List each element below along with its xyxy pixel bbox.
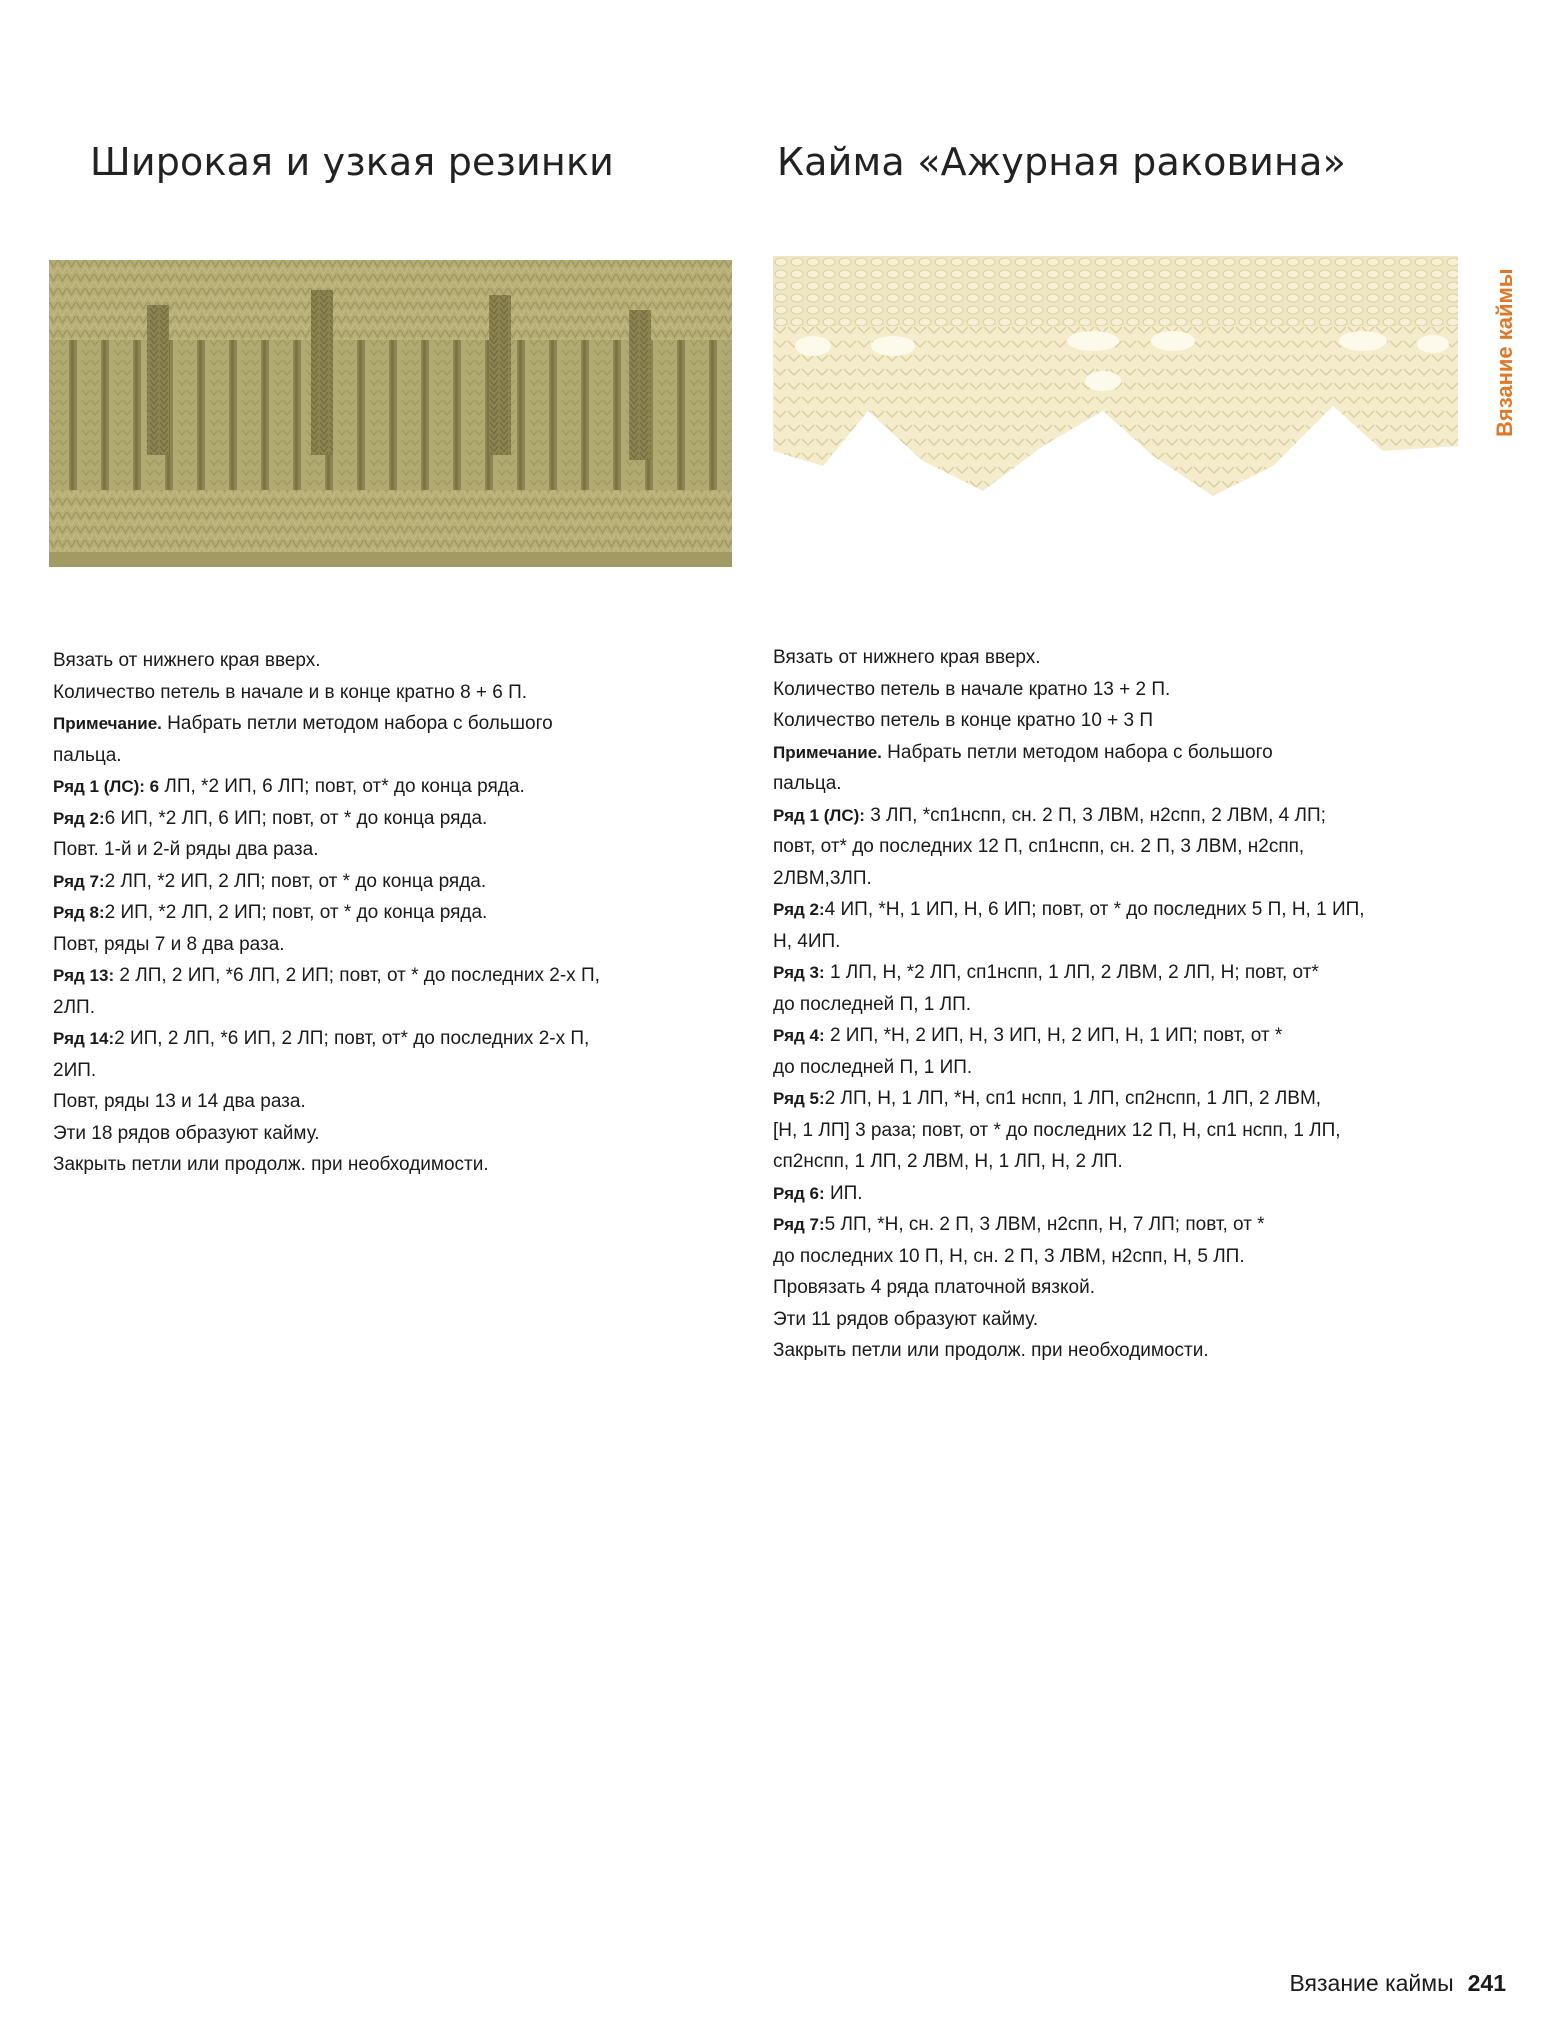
instruction-line: Ряд 3: 1 ЛП, Н, *2 ЛП, сп1нспп, 1 ЛП, 2 ЛВМ, 2 ЛП, Н; повт, от* [773,962,1319,983]
instruction-line: Повт, ряды 7 и 8 два раза. [53,933,285,955]
instruction-line: пальца. [773,773,842,794]
footer-section-name: Вязание каймы [1289,1970,1454,1996]
instruction-line: Ряд 1 (ЛС): 3 ЛП, *сп1нспп, сн. 2 П, 3 ЛВМ, н2спп, 2 ЛВМ, 4 ЛП; [773,804,1326,826]
section-side-tab: Вязание каймы [1492,268,1517,437]
instruction-line: Ряд 5:2 ЛП, Н, 1 ЛП, *Н, сп1 нспп, 1 ЛП, сп2нспп, 1 ЛП, 2 ЛВМ, [773,1088,1322,1109]
instruction-line: [Н, 1 ЛП] 3 раза; повт, от * до последних 12 П, Н, сп1 нспп, 1 ЛП, [773,1119,1341,1141]
instruction-line: Закрыть петли или продолж. при необходимости. [773,1340,1209,1361]
instruction-line: Количество петель в конце кратно 10 + 3 П [773,710,1154,731]
instruction-line: Ряд 8:2 ИП, *2 ЛП, 2 ИП; повт, от * до конца ряда. [53,902,488,923]
instruction-line: Повт, ряды 13 и 14 два раза. [53,1091,306,1112]
instruction-line: Вязать от нижнего края вверх. [773,647,1041,668]
instruction-line: Ряд 1 (ЛС): 6 ЛП, *2 ИП, 6 ЛП; повт, от* до конца ряда. [53,776,525,797]
instruction-line: до последней П, 1 ЛП. [773,993,972,1015]
left-pattern-instructions [53,645,693,1181]
instruction-line: Повт. 1-й и 2-й ряды два раза. [53,839,319,860]
instruction-line: Провязать 4 ряда платочной вязкой. [773,1277,1095,1298]
instruction-line: Н, 4ИП. [773,930,841,952]
instruction-line: Ряд 2:4 ИП, *Н, 1 ИП, Н, 6 ИП; повт, от * до последних 5 П, Н, 1 ИП, [773,899,1365,920]
page-footer [1289,1970,1506,1997]
instruction-line: Количество петель в начале и в конце кратно 8 + 6 П. [53,681,528,703]
instruction-line: Ряд 4: 2 ИП, *Н, 2 ИП, Н, 3 ИП, Н, 2 ИП, Н, 1 ИП; повт, от * [773,1025,1283,1046]
instruction-line: Количество петель в начале кратно 13 + 2 П. [773,678,1171,700]
instruction-line: 2ЛВМ,3ЛП. [773,867,872,889]
instruction-line: Ряд 6: ИП. [773,1182,863,1204]
instruction-line: Ряд 7:2 ЛП, *2 ИП, 2 ЛП; повт, от * до конца ряда. [53,870,487,892]
instruction-line: Ряд 2:6 ИП, *2 ЛП, 6 ИП; повт, от * до конца ряда. [53,807,488,829]
instruction-line: пальца. [53,744,122,766]
instruction-line: 2ЛП. [53,996,95,1018]
instruction-line: повт, от* до последних 12 П, сп1нспп, сн. 2 П, 3 ЛВМ, н2спп, [773,836,1305,857]
instruction-line: Закрыть петли или продолж. при необходимости. [53,1154,489,1175]
ribbing-swatch-photo [49,260,732,567]
instruction-line: Ряд 13: 2 ЛП, 2 ИП, *6 ЛП, 2 ИП; повт, от * до последних 2-х П, [53,965,600,986]
instruction-line: Примечание. Набрать петли методом набора с большого [53,713,553,734]
instruction-line: сп2нспп, 1 ЛП, 2 ЛВМ, Н, 1 ЛП, Н, 2 ЛП. [773,1151,1123,1172]
right-pattern-title: Кайма «Ажурная раковина» [777,140,1347,184]
page-number: 241 [1467,1970,1506,1996]
instruction-line: до последних 10 П, Н, сн. 2 П, 3 ЛВМ, н2спп, Н, 5 ЛП. [773,1245,1245,1267]
instruction-line: до последней П, 1 ИП. [773,1056,973,1078]
instruction-line: 2ИП. [53,1059,97,1081]
instruction-line: Вязать от нижнего края вверх. [53,650,321,671]
left-pattern-title: Широкая и узкая резинки [90,140,615,184]
instruction-line: Эти 11 рядов образуют кайму. [773,1308,1039,1330]
instruction-line: Ряд 14:2 ИП, 2 ЛП, *6 ИП, 2 ЛП; повт, от* до последних 2-х П, [53,1028,590,1049]
instruction-line: Примечание. Набрать петли методом набора с большого [773,741,1273,763]
shell-lace-edging-photo [773,256,1458,546]
right-pattern-instructions [773,642,1453,1367]
instruction-line: Ряд 7:5 ЛП, *Н, сн. 2 П, 3 ЛВМ, н2спп, Н, 7 ЛП; повт, от * [773,1214,1265,1235]
instruction-line: Эти 18 рядов образуют кайму. [53,1122,320,1144]
